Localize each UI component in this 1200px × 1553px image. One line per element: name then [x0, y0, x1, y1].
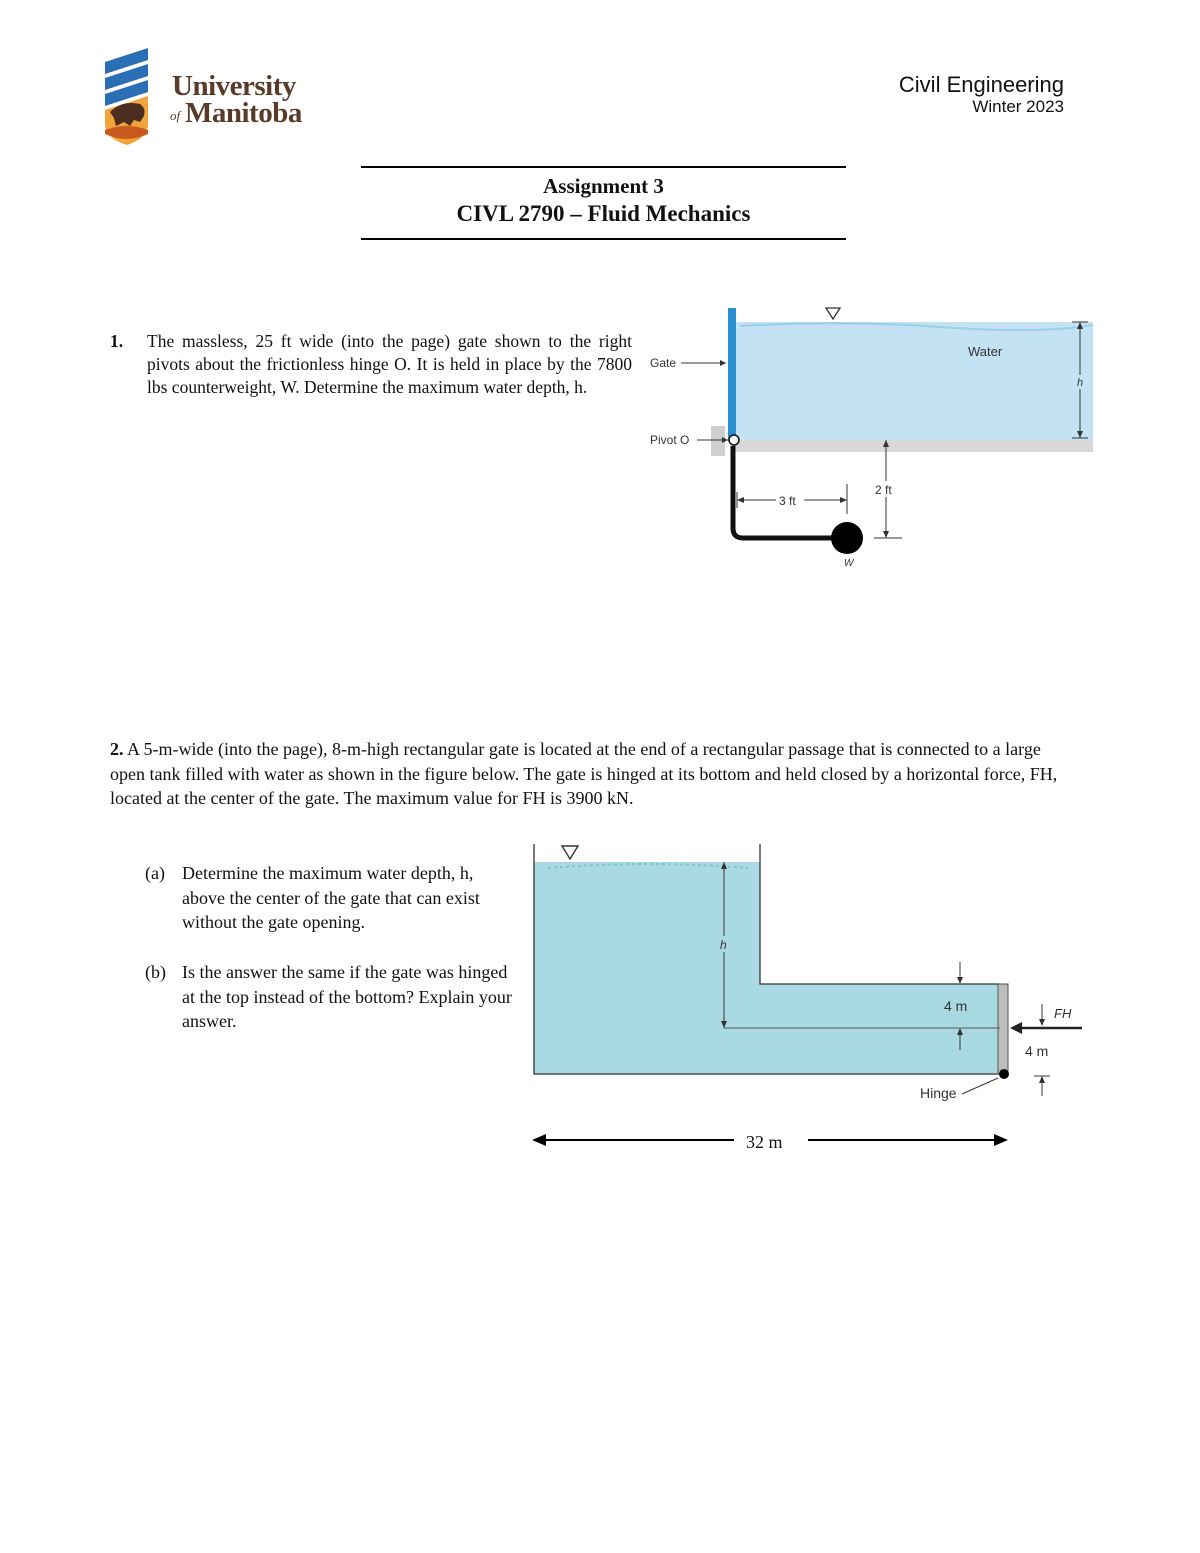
problem-2-text: A 5-m-wide (into the page), 8-m-high rectangular gate is located at the end of a rectangular passage that is connected to a large open tank filled with water as shown in the figure below. The gate is hinged at its bottom and held closed by a horizontal force, FH, located at the center of the gate. The maximum value for FH is 3900 kN.: [110, 739, 1058, 808]
hinge-label: Hinge: [920, 1085, 957, 1101]
free-surface-marker-icon: [826, 308, 840, 319]
counterweight: [831, 522, 863, 554]
bison-shield-icon: [100, 48, 170, 148]
university-logo: [100, 48, 315, 148]
h-label: h: [720, 938, 727, 952]
assignment-title: Assignment 3: [543, 174, 664, 198]
logo-manitoba-text: Manitoba: [185, 97, 302, 129]
force-arrow-icon: [1010, 1022, 1022, 1034]
problem-1: [110, 330, 632, 399]
logo-of-text: of: [170, 108, 181, 123]
upper-4m-label: 4 m: [944, 998, 968, 1014]
ground: [733, 440, 1093, 452]
problem-2-part-b: [145, 960, 520, 1034]
pivot-icon: [729, 435, 739, 445]
part-b-label: (b): [145, 962, 166, 982]
problem-2-part-a: [145, 861, 520, 935]
problem-2: [110, 737, 1075, 811]
problem-1-text: The massless, 25 ft wide (into the page) gate shown to the right pivots about the frictionless hinge O. It is held in place by the 7800 lbs counterweight, W. Determine the maximum water depth, h.: [147, 331, 632, 397]
water-body: [733, 322, 1093, 440]
logo-university-text: University: [172, 70, 296, 102]
department-block: [899, 72, 1064, 116]
gate: [728, 308, 736, 441]
hinge-icon: [999, 1069, 1009, 1079]
department-name: Civil Engineering: [898, 72, 1064, 97]
tank-water: [534, 862, 1000, 1074]
weight-label: W: [844, 558, 854, 569]
gate: [998, 984, 1008, 1074]
free-surface-marker-icon: [562, 846, 578, 859]
gate-label: Gate: [650, 356, 677, 370]
part-a-label: (a): [145, 863, 165, 883]
course-title: CIVL 2790 – Fluid Mechanics: [456, 201, 751, 226]
title-block: [361, 166, 846, 240]
lower-4m-label: 4 m: [1025, 1043, 1049, 1059]
figure-1: [640, 300, 1100, 580]
h-label: h: [1077, 377, 1084, 389]
dim-3ft-label: 3 ft: [779, 494, 796, 508]
problem-1-number: 1.: [110, 331, 124, 351]
water-label: Water: [968, 344, 1003, 359]
part-a-text: Determine the maximum water depth, h, above the center of the gate that can exist without the gate opening.: [182, 863, 480, 932]
force-label: FH: [1054, 1006, 1072, 1021]
length-32m-label: 32 m: [746, 1132, 783, 1152]
dim-2ft-label: 2 ft: [875, 483, 892, 497]
part-b-text: Is the answer the same if the gate was hinged at the top instead of the bottom? Explain your answer.: [182, 962, 512, 1031]
figure-2: [528, 838, 1098, 1158]
term: Winter 2023: [972, 97, 1064, 116]
pivot-label: Pivot O: [650, 433, 690, 447]
problem-2-number: 2.: [110, 739, 124, 759]
